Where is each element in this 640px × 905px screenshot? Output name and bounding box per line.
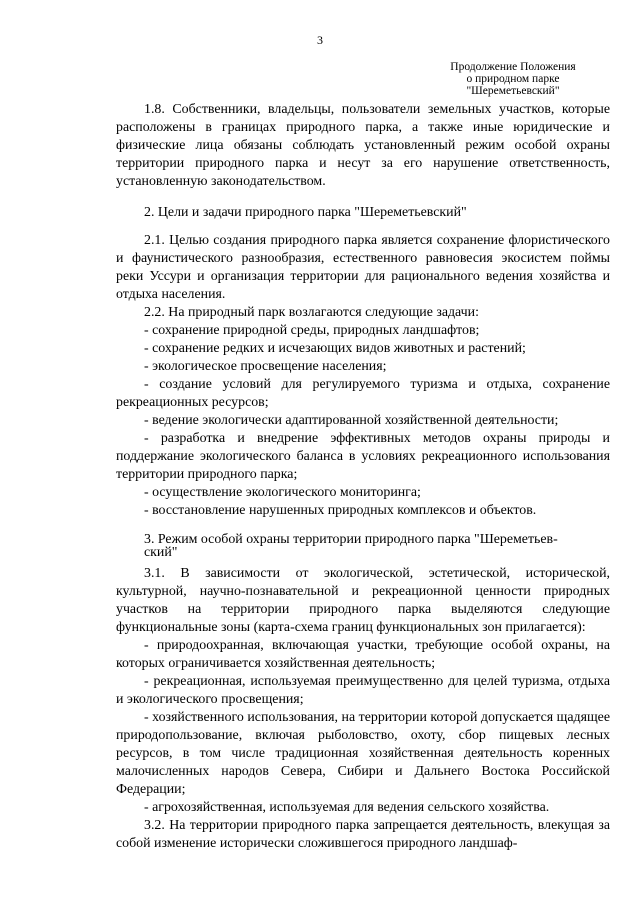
section-3-title bbox=[116, 533, 610, 559]
paragraph-2-2: 2.2. На природный парк возлагаются следующие задачи: bbox=[144, 305, 479, 320]
paragraph-3-1: 3.1. В зависимости от экологической, эстетической, исторической, культурной, научно-познавательной и рекреационной ценности природных участков на территории природного парка выделяются следующие функциональные зоны (карта-схема границ функциональных зон прилагается): bbox=[116, 566, 610, 635]
task-item: - создание условий для регулируемого туризма и отдыха, сохранение рекреационных ресурсов; bbox=[116, 377, 610, 410]
paragraph-3-2: 3.2. На территории природного парка запрещается деятельность, влекущая за собой изменение исторически сложившегося природного ландшаф- bbox=[116, 818, 610, 851]
task-item: - ведение экологически адаптированной хозяйственной деятельности; bbox=[144, 413, 559, 428]
zone-item: - агрохозяйственная, используемая для ведения сельского хозяйства. bbox=[144, 800, 550, 815]
appendix-heading bbox=[428, 61, 598, 97]
task-item: - осуществление экологического мониторинга; bbox=[144, 485, 421, 500]
page-number: 3 bbox=[317, 33, 323, 47]
task-item: - сохранение редких и исчезающих видов животных и растений; bbox=[144, 341, 526, 356]
zone-item: - хозяйственного использования, на территории которой допускается щадящее природопользование, включая рыболовство, охоту, сбор пищевых лесных ресурсов, в том числе традиционная хозяйственная деятельность коренных малочисленных народов Севера, Сибири и Дальнего Востока Российской Федерации; bbox=[116, 710, 610, 797]
appendix-heading-line-2: о природном парке bbox=[466, 73, 560, 85]
appendix-heading-line-1: Продолжение Положения bbox=[450, 61, 576, 73]
zone-item: - природоохранная, включающая участки, требующие особой охраны, на которых ограничивается хозяйственная деятельность; bbox=[116, 638, 610, 671]
task-item: - сохранение природной среды, природных ландшафтов; bbox=[144, 323, 480, 338]
section-3-title-line-1: 3. Режим особой охраны территории природного парка "Шереметьев- bbox=[144, 532, 558, 547]
task-item: - экологическое просвещение населения; bbox=[144, 359, 387, 374]
paragraph-1-8: 1.8. Собственники, владельцы, пользователи земельных участков, которые расположены в границах природного парка, а также иные юридические и физические лица обязаны соблюдать установленный режим особой охраны территории природного парка и несут за его нарушение ответственность, установленную законодательством. bbox=[116, 102, 610, 189]
paragraph-2-1: 2.1. Целью создания природного парка является сохранение флористического и фаунистического разнообразия, естественного равновесия экосистем поймы реки Уссури и организация территории для рационального ведения хозяйства и отдыха населения. bbox=[116, 233, 610, 302]
section-2-title: 2. Цели и задачи природного парка "Шереметьевский" bbox=[144, 205, 467, 220]
appendix-heading-line-3: "Шереметьевский" bbox=[466, 85, 560, 97]
task-item: - восстановление нарушенных природных комплексов и объектов. bbox=[144, 503, 537, 518]
zone-item: - рекреационная, используемая преимущественно для целей туризма, отдыха и экологического просвещения; bbox=[116, 674, 610, 707]
document-body bbox=[116, 101, 610, 853]
section-3-title-line-2: ский" bbox=[144, 545, 178, 560]
task-item: - разработка и внедрение эффективных методов охраны природы и поддержание экологического баланса в условиях рекреационного использования территории природного парка; bbox=[116, 431, 610, 482]
